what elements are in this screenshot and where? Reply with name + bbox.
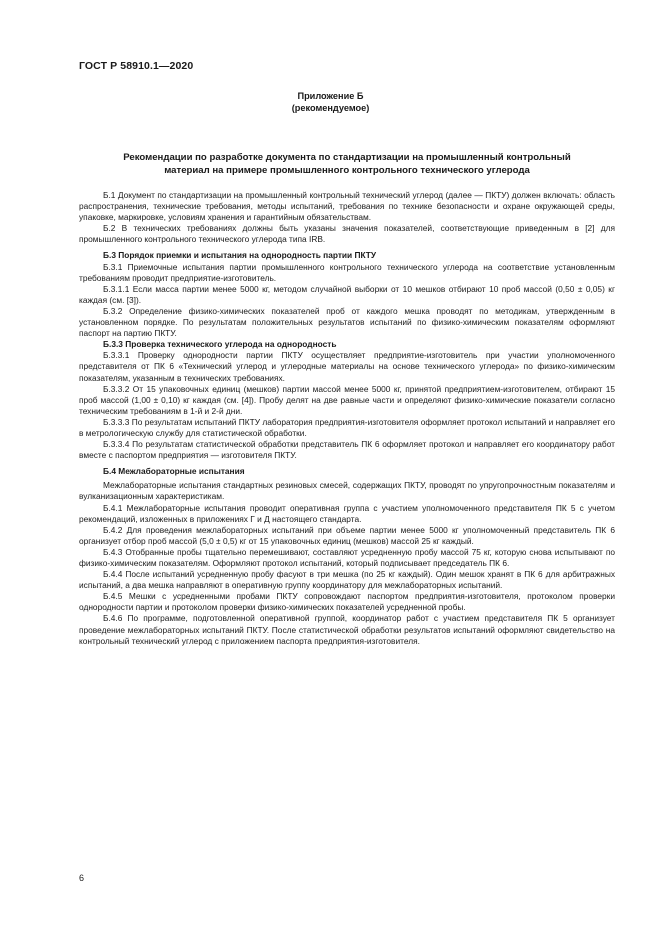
paragraph-b4-1: Б.4.1 Межлабораторные испытания проводит оперативная группа с участием уполномоченного представителя ПК 5 с учетом рекомендаций, изложенных в приложениях Г и Д настоящего стандарта. bbox=[79, 502, 615, 524]
paragraph-b3-1-1: Б.3.1.1 Если масса партии менее 5000 кг, методом случайной выборки от 10 мешков отбирают 10 проб массой (0,50 ± 0,05) кг каждая (см. [3]). bbox=[79, 283, 615, 305]
document-body bbox=[79, 190, 615, 647]
paragraph-b3-3-1: Б.3.3.1 Проверку однородности партии ПКТУ осуществляет предприятие-изготовитель при участии уполномоченного представителя от ПК 6 «Технический углерод и углеродные материалы на основе технического углерода» по физико-химическим показателям, указанным в технических требованиях. bbox=[79, 350, 615, 383]
section-heading-b3: Б.3 Порядок приемки и испытания на однородность партии ПКТУ bbox=[103, 250, 377, 261]
paragraph-b3-3-4: Б.3.3.4 По результатам статистической обработки представитель ПК 6 оформляет протокол и направляет его координатору работ вместе с паспортом предприятия — изготовителя ПКТУ. bbox=[79, 439, 615, 461]
paragraph-b4: Межлабораторные испытания стандартных резиновых смесей, содержащих ПКТУ, проводят по упругопрочностным показателям и вулканизационным характеристикам. bbox=[79, 480, 615, 502]
paragraph-b4-4: Б.4.4 После испытаний усредненную пробу фасуют в три мешка (по 25 кг каждый). Один мешок хранят в ПК 6 для арбитражных испытаний, а два мешка направляют в оперативную группу координатору для межлабораторных испытаний. bbox=[79, 569, 615, 591]
paragraph-b2: Б.2 В технических требованиях должны быть указаны значения показателей, соответствующие приведенным в [2] для промышленного контрольного технического углерода типа IRB. bbox=[79, 223, 615, 245]
paragraph-b4-2: Б.4.2 Для проведения межлабораторных испытаний при объеме партии менее 5000 кг уполномоченный представитель ПК 6 организует отбор проб массой (5,0 ± 0,5) кг от 15 упаковочных единиц (мешков) массой 25 кг каждый. bbox=[79, 524, 615, 546]
section-heading-b3-3: Б.3.3 Проверка технического углерода на однородность bbox=[103, 339, 337, 350]
document-title-line-1: Рекомендации по разработке документа по стандартизации на промышленный контрольный bbox=[123, 152, 571, 163]
paragraph-b3-1: Б.3.1 Приемочные испытания партии промышленного контрольного технического углерода на соответствие установленным требованиям проводит предприятие-изготовитель. bbox=[79, 261, 615, 283]
document-title-line-2: материал на примере промышленного контрольного технического углерода bbox=[164, 164, 530, 176]
paragraph-b3-3-2: Б.3.3.2 От 15 упаковочных единиц (мешков) партии массой менее 5000 кг, принятой предприятием-изготовителем, отбирают 15 проб массой (1,00 ± 0,10) кг каждая (см. [4]). Пробу делят на две равные части и определяют физико-химические показатели согласно техническим требованиям в 1-й и 2-й дни. bbox=[79, 383, 615, 416]
section-heading-b4: Б.4 Межлабораторные испытания bbox=[103, 466, 245, 477]
paragraph-b1: Б.1 Документ по стандартизации на промышленный контрольный технический углерод (далее — ПКТУ) должен включать: область распространения, технические требования, методы испытаний, требования по технике безопасности и охране окружающей среды, упаковке, маркировке, условиям хранения и гарантийным обязательствам. bbox=[79, 190, 615, 223]
paragraph-b4-6: Б.4.6 По программе, подготовленной оперативной группой, координатор работ с участием представителя ПК 5 организует проведение межлабораторных испытаний ПКТУ. После статистической обработки результатов испытаний оформляют свидетельство на контрольный технический углерод с приложением паспорта предприятия-изготовителя. bbox=[79, 613, 615, 646]
paragraph-b4-5: Б.4.5 Мешки с усредненными пробами ПКТУ сопровождают паспортом предприятия-изготовителя, протоколом проверки однородности партии и протоколом проверки физико-химических показателей усредненной пробы. bbox=[79, 591, 615, 613]
appendix-heading bbox=[0, 90, 661, 114]
standard-designation: ГОСТ Р 58910.1—2020 bbox=[79, 60, 194, 72]
page-number: 6 bbox=[79, 873, 85, 883]
paragraph-b3-2: Б.3.2 Определение физико-химических показателей проб от каждого мешка проводят по методикам, утвержденным в установленном порядке. По результатам положительных результатов испытаний по физико-химическим показателям оформляют паспорт на партию ПКТУ. bbox=[79, 305, 615, 339]
appendix-title: Приложение Б bbox=[297, 91, 364, 101]
appendix-status: (рекомендуемое) bbox=[291, 103, 370, 113]
paragraph-b3-3-3: Б.3.3.3 По результатам испытаний ПКТУ лаборатория предприятия-изготовителя оформляет протокол испытаний и направляет его в метрологическую службу для статистической обработки. bbox=[79, 416, 615, 438]
document-title bbox=[79, 152, 615, 177]
paragraph-b4-3: Б.4.3 Отобранные пробы тщательно перемешивают, составляют усредненную пробу массой 75 кг, которую снова испытывают по физико-химическим показателям. Оформляют протокол испытаний, который подписывает председатель ПК 6. bbox=[79, 546, 615, 568]
